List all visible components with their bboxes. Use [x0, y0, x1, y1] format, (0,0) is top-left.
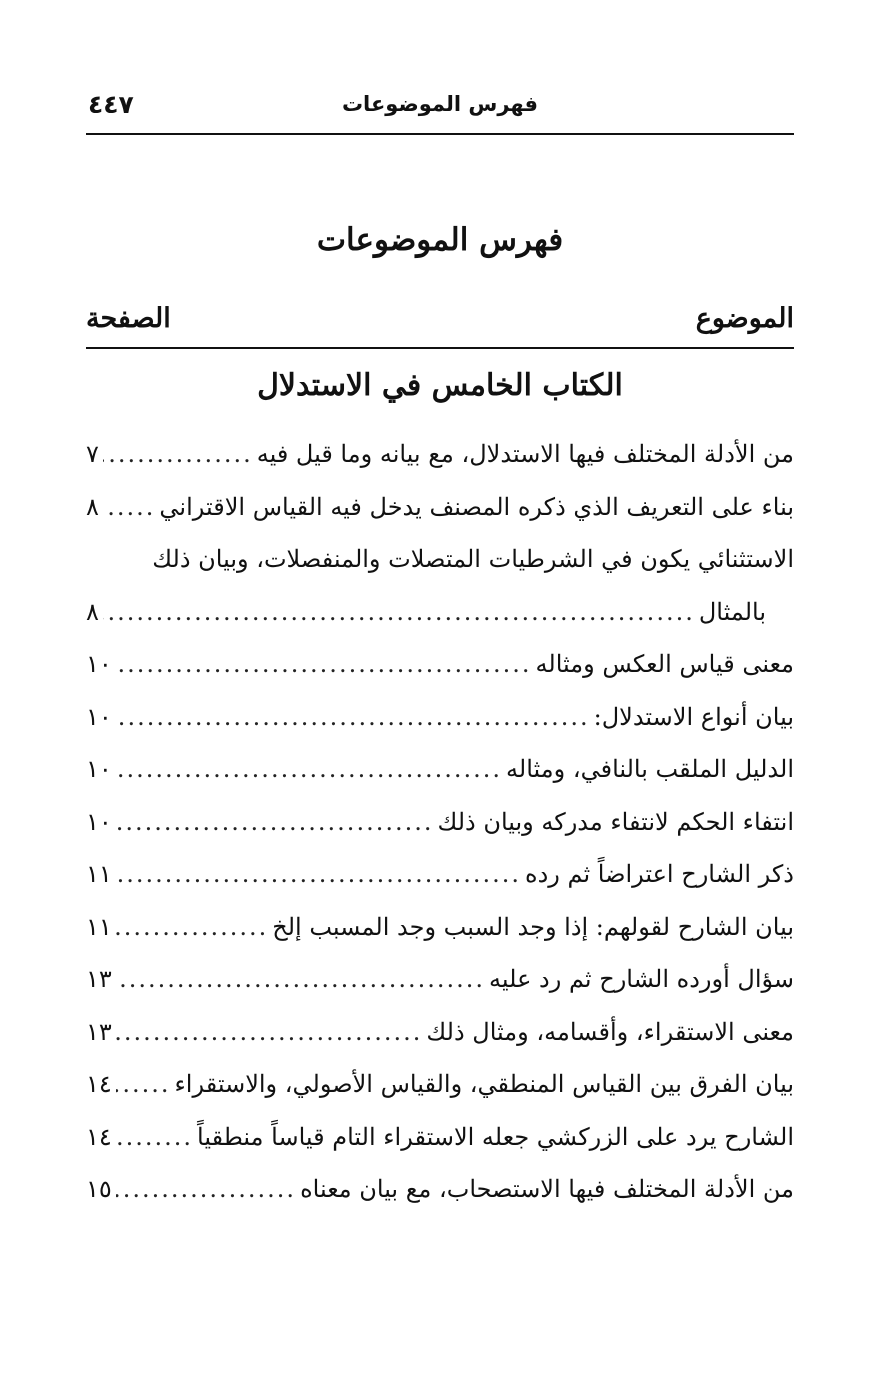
list-item	[86, 533, 794, 586]
running-title: فهرس الموضوعات	[341, 92, 539, 116]
dot-leader	[116, 965, 485, 993]
entry-page: ١١	[86, 860, 112, 889]
dot-leader	[103, 440, 253, 468]
dot-leader	[116, 1123, 193, 1151]
entry-text: سؤال أورده الشارح ثم رد عليه	[489, 965, 794, 994]
page-number: ٤٤٧	[88, 90, 134, 119]
entry-page: ١٤	[86, 1122, 112, 1151]
entry-text: بيان أنواع الاستدلال:	[593, 702, 794, 731]
dot-leader	[103, 598, 695, 626]
entry-text: ذكر الشارح اعتراضاً ثم رده	[525, 860, 794, 889]
column-heading-page: الصفحة	[86, 303, 171, 334]
book-page	[86, 0, 794, 1383]
dot-leader	[116, 1175, 296, 1203]
entry-text: معنى الاستقراء، وأقسامه، ومثال ذلك	[426, 1017, 794, 1046]
entry-text: الدليل الملقب بالنافي، ومثاله	[506, 755, 794, 784]
entry-page: ١٠	[86, 650, 112, 679]
entry-page: ١٣	[86, 965, 112, 994]
list-item	[86, 901, 794, 954]
entry-page: ٨	[86, 597, 99, 626]
entry-page: ١٠	[86, 755, 112, 784]
list-item	[86, 953, 794, 1006]
running-header	[86, 92, 794, 126]
entry-page: ٨	[86, 492, 99, 521]
entry-text: معنى قياس العكس ومثاله	[535, 650, 794, 679]
column-heading-topic: الموضوع	[695, 303, 794, 334]
dot-leader	[116, 1070, 171, 1098]
page-title: فهرس الموضوعات	[316, 222, 564, 258]
entry-page: ١٠	[86, 702, 112, 731]
dot-leader	[116, 808, 434, 836]
list-item	[86, 691, 794, 744]
dot-leader	[103, 493, 156, 521]
entry-text: من الأدلة المختلف فيها الاستدلال، مع بيانه وما قيل فيه	[256, 440, 794, 469]
dot-leader	[116, 913, 268, 941]
entry-text: الاستثنائي يكون في الشرطيات المتصلات والمنفصلات، وبيان ذلك	[152, 545, 794, 573]
entry-text: بيان الفرق بين القياس المنطقي، والقياس الأصولي، والاستقراء	[174, 1070, 794, 1099]
list-item	[86, 1111, 794, 1164]
list-item	[86, 743, 794, 796]
entry-text: بناء على التعريف الذي ذكره المصنف يدخل فيه القياس الاقتراني	[159, 492, 794, 521]
list-item	[86, 1058, 794, 1111]
list-item	[86, 796, 794, 849]
entry-page: ١٠	[86, 807, 112, 836]
dot-leader	[116, 650, 532, 678]
contents-list	[86, 428, 794, 1216]
entry-page: ١١	[86, 912, 112, 941]
entry-text: بيان الشارح لقولهم: إذا وجد السبب وجد المسبب إلخ	[272, 912, 794, 941]
entry-page: ١٣	[86, 1017, 112, 1046]
list-item	[86, 586, 794, 639]
list-item	[86, 1006, 794, 1059]
entry-page: ١٤	[86, 1070, 112, 1099]
section-heading: الكتاب الخامس في الاستدلال	[257, 368, 623, 403]
column-headings	[86, 303, 794, 343]
entry-text: انتفاء الحكم لانتفاء مدركه وبيان ذلك	[437, 807, 794, 836]
entry-page: ٧	[86, 440, 99, 469]
header-divider	[86, 133, 794, 135]
entry-text: بالمثال	[698, 597, 766, 626]
column-divider	[86, 347, 794, 349]
list-item	[86, 1163, 794, 1216]
entry-page: ١٥	[86, 1175, 112, 1204]
dot-leader	[116, 860, 521, 888]
list-item	[86, 428, 794, 481]
entry-text: من الأدلة المختلف فيها الاستصحاب، مع بيان معناه	[300, 1175, 794, 1204]
dot-leader	[116, 703, 590, 731]
list-item	[86, 481, 794, 534]
list-item	[86, 638, 794, 691]
dot-leader	[116, 1018, 423, 1046]
list-item	[86, 848, 794, 901]
dot-leader	[116, 755, 502, 783]
entry-text: الشارح يرد على الزركشي جعله الاستقراء التام قياساً منطقياً	[197, 1122, 794, 1151]
